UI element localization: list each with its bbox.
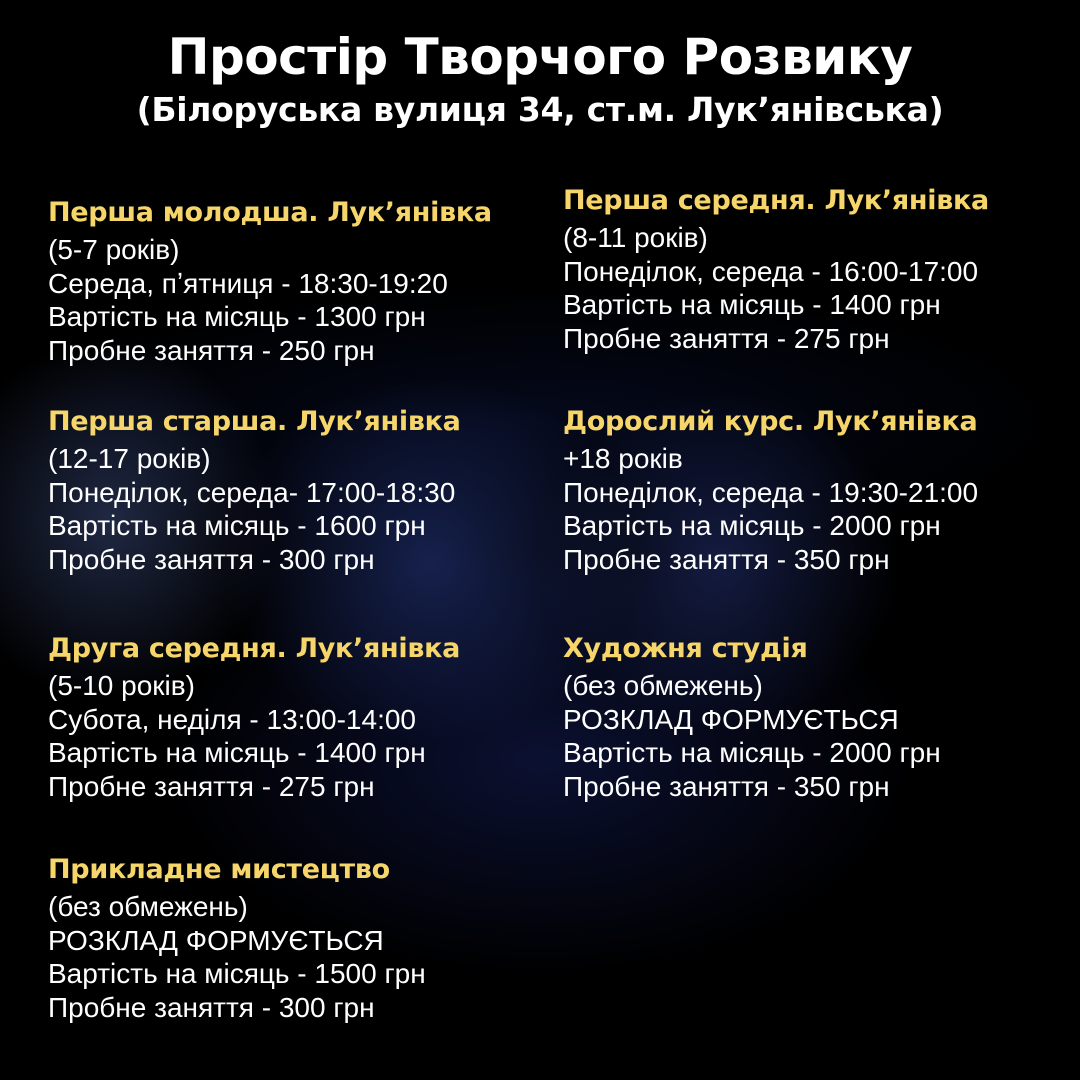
group-schedule: Понеділок, середа - 16:00-17:00 [563,255,979,287]
group-schedule: Понеділок, середа- 17:00-18:30 [48,476,456,508]
group-card [48,405,461,576]
group-title: Перша молодша. Лук’янівка [48,197,492,228]
group-schedule: Субота, неділя - 13:00-14:00 [48,703,416,735]
group-schedule: РОЗКЛАД ФОРМУЄТЬСЯ [48,924,384,956]
group-schedule: Понеділок, середа - 19:30-21:00 [563,476,979,508]
group-age: (без обмежень) [48,891,248,922]
group-price: Вартість на місяць - 1600 грн [48,510,426,541]
group-card [48,632,460,803]
group-age: (5-10 років) [48,670,195,701]
group-age: (12-17 років) [48,443,211,474]
group-trial: Пробне заняття - 350 грн [563,770,890,802]
group-trial: Пробне заняття - 300 грн [48,991,375,1023]
group-trial: Пробне заняття - 350 грн [563,543,890,575]
group-price: Вартість на місяць - 1500 грн [48,958,426,989]
group-schedule: Середа, пʼятниця - 18:30-19:20 [48,267,448,299]
group-title: Друга середня. Лук’янівка [48,633,461,664]
group-card [563,632,941,803]
group-age: +18 років [563,443,683,474]
group-trial: Пробне заняття - 250 грн [48,334,375,366]
group-card [48,196,492,367]
group-price: Вартість на місяць - 2000 грн [563,510,941,541]
group-title: Художня студія [563,633,808,664]
group-trial: Пробне заняття - 275 грн [48,770,375,802]
group-price: Вартість на місяць - 2000 грн [563,737,941,768]
group-age: (8-11 років) [563,222,708,253]
header [0,26,1080,130]
group-title: Дорослий курс. Лук’янівка [563,406,978,437]
group-card [48,853,426,1024]
group-age: (без обмежень) [563,670,763,701]
page-title: Простір Творчого Розвику [167,28,913,86]
group-title: Перша середня. Лук’янівка [563,185,989,216]
group-price: Вартість на місяць - 1400 грн [48,737,426,768]
group-title: Прикладне мистецтво [48,854,390,885]
group-trial: Пробне заняття - 300 грн [48,543,375,575]
group-card [563,405,978,576]
group-price: Вартість на місяць - 1400 грн [563,289,941,320]
group-trial: Пробне заняття - 275 грн [563,322,890,354]
group-price: Вартість на місяць - 1300 грн [48,301,426,332]
page-subtitle: (Білоруська вулиця 34, ст.м. Лук’янівська) [136,90,944,129]
group-title: Перша старша. Лук’янівка [48,406,461,437]
group-age: (5-7 років) [48,234,180,265]
group-card [563,184,989,355]
group-schedule: РОЗКЛАД ФОРМУЄТЬСЯ [563,703,899,735]
